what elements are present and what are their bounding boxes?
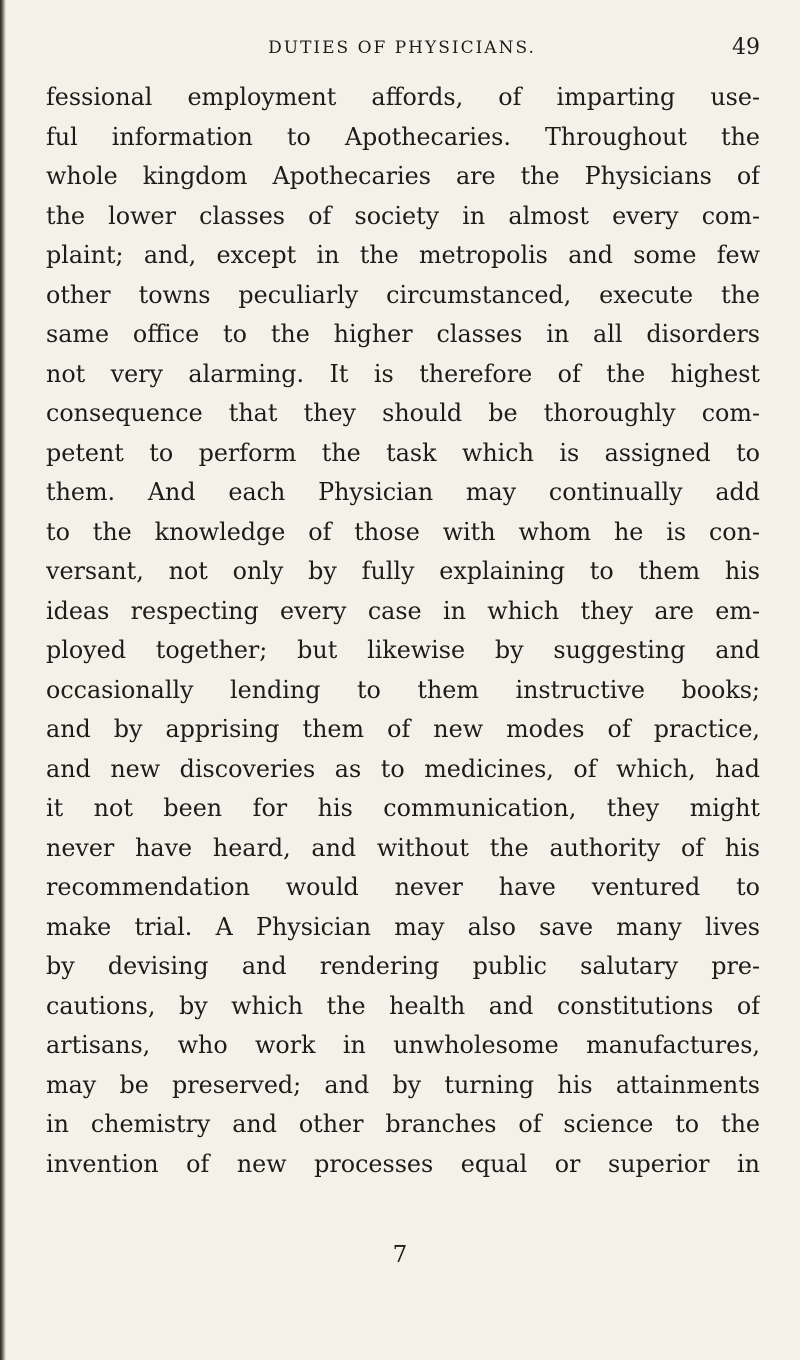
text-line: invention of new processes equal or superior in [46, 1149, 760, 1178]
text-line: whole kingdom Apothecaries are the Physicians of [46, 162, 760, 190]
text-line: it not been for his communication, they might [46, 794, 760, 822]
text-line: make trial. A Physician may also save many lives [46, 912, 760, 941]
body-text [46, 78, 760, 1184]
text-line: same office to the higher classes in all disorders [46, 320, 760, 348]
text-line: never have heard, and without the authority of his [46, 833, 760, 862]
page-edge [0, 0, 6, 1360]
text-line: versant, not only by fully explaining to them his [46, 557, 760, 585]
text-line: by devising and rendering public salutary pre- [46, 952, 760, 980]
text-line: and new discoveries as to medicines, of which, had [46, 754, 760, 783]
text-line: and by apprising them of new modes of practice, [46, 715, 760, 743]
text-line: plaint; and, except in the metropolis and some few [46, 241, 760, 269]
text-line: ful information to Apothecaries. Throughout the [46, 122, 760, 151]
text-line: consequence that they should be thoroughly com- [46, 399, 760, 427]
signature-mark: 7 [392, 1242, 408, 1268]
page-header [44, 30, 760, 66]
page-number: 49 [732, 35, 760, 60]
text-line: ployed together; but likewise by suggesting and [46, 636, 760, 664]
text-line: to the knowledge of those with whom he is con- [46, 517, 760, 546]
text-line: in chemistry and other branches of science to the [46, 1110, 760, 1138]
text-line: the lower classes of society in almost every com- [46, 201, 760, 230]
text-line: cautions, by which the health and constitutions of [46, 991, 760, 1020]
text-line: fessional employment affords, of imparting use- [46, 83, 760, 111]
text-line: petent to perform the task which is assigned to [46, 438, 760, 467]
text-line: not very alarming. It is therefore of the highest [46, 359, 760, 388]
text-line: other towns peculiarly circumstanced, execute the [46, 280, 760, 309]
text-line: may be preserved; and by turning his attainments [46, 1070, 760, 1099]
text-line: artisans, who work in unwholesome manufactures, [46, 1031, 760, 1059]
running-head: DUTIES OF PHYSICIANS. [268, 38, 536, 58]
text-line: them. And each Physician may continually add [46, 478, 760, 506]
text-line: recommendation would never have ventured to [46, 873, 760, 901]
text-line: occasionally lending to them instructive books; [46, 675, 760, 704]
text-line: ideas respecting every case in which they are em- [46, 596, 760, 625]
